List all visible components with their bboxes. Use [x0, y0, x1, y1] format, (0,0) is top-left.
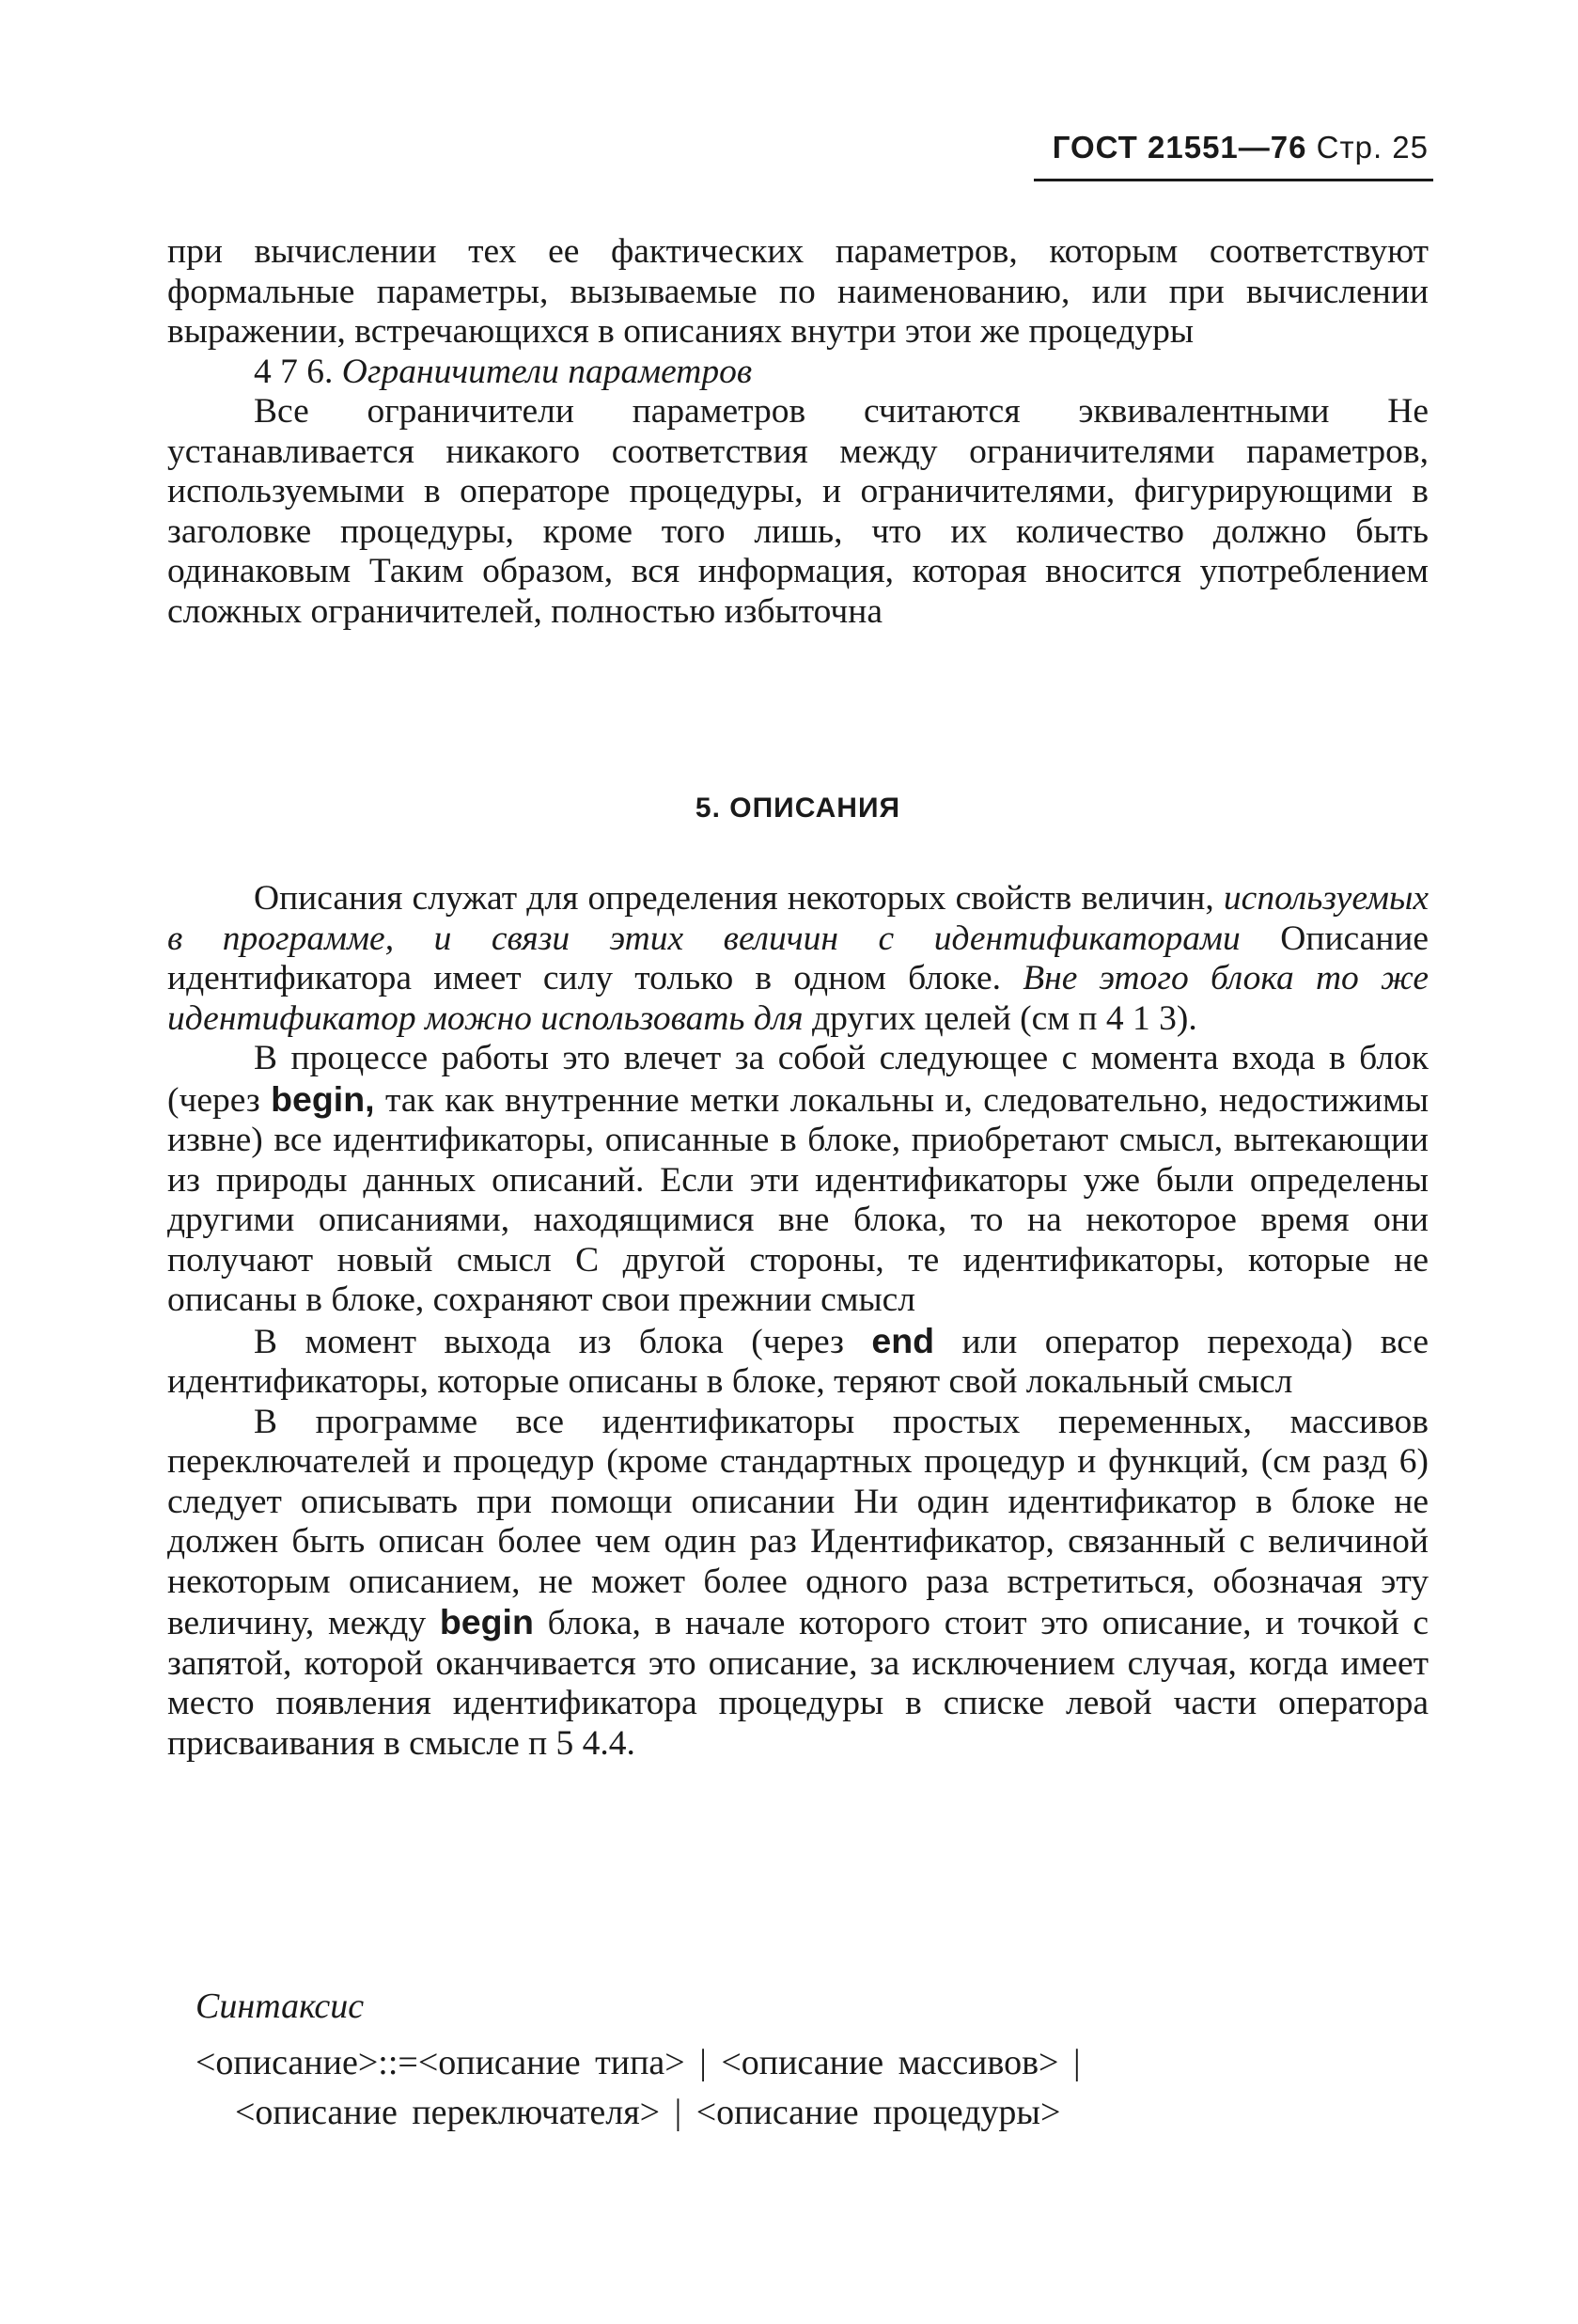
header-rule: [1034, 179, 1433, 181]
subsection-number: 4 7 6.: [254, 352, 334, 391]
subsection-title: Ограничители параметров: [341, 352, 753, 391]
syntax-rule-line-1: <описание>::=<описание типа> | <описание массивов> |: [195, 2043, 1081, 2082]
paragraph-3-text-a: В момент выхода из блока (через: [254, 1322, 844, 1361]
paragraph-1-italic: используемых в программе, и связи этих величин с идентификаторами: [167, 879, 1430, 958]
keyword-end: end: [871, 1320, 935, 1360]
paragraph-4-text-b: блока, в начале которого стоит это описание, и точкой с запятой, которой оканчивается это описание, за исключением случая, когда имеет место появления идентификатора процедуры в списке левой части оператора присваивания в смысле п 5 4.4.: [167, 1604, 1430, 1763]
paragraph-2: [167, 1039, 1429, 1321]
paragraph-4-text-a: В программе все идентификаторы простых переменных, массивов переключателей и процедур (кроме стандартных процедур и функций, (см разд 6) следует описывать при помощи описании Ни один идентификатор в блоке не должен быть описан более чем один раз Идентификатор, связанный с величиной некоторым описанием, не может более одного раза встретиться, обозначая эту величину, между: [167, 1402, 1429, 1642]
main-text-block: [167, 879, 1429, 1764]
paragraph-1-text-c: других целей (см п 4 1 3).: [812, 998, 1197, 1038]
keyword-begin-2: begin: [439, 1602, 534, 1641]
delimiters-paragraph: Все ограничители параметров считаются эквивалентными Не устанавливается никакого соответствия между ограничителями параметров, используемыми в операторе процедуры, и ограничителями, фигурирующими в заголовке процедуры, кроме того лишь, что их количество должно быть одинаковым Таким образом, вся информация, которая вносится употреблением сложных ограничителей, полностью избыточна: [167, 392, 1429, 631]
paragraph-1-text-a: Описания служат для определения некоторых свойств величин,: [254, 879, 1214, 918]
paragraph-1-text-b: Описание идентификатора имеет силу только в одном блоке.: [167, 919, 1429, 997]
paragraph-2-text-b: так как внутренние метки локальны и, следовательно, недостижимы извне) все идентификаторы, описанные в блоке, приобретают смысл, вытекающии из природы данных описаний. Если эти идентификаторы уже были определены другими описаниями, находящимися вне блока, то на некоторое время они получают новый смысл С другой стороны, те идентификаторы, которые не описаны в блоке, сохраняют свои прежнии смысл: [167, 1080, 1430, 1319]
paragraph-1-italic-2: Вне этого блока то же идентификатор можно использовать для: [167, 959, 1430, 1038]
top-text-block: [167, 232, 1429, 632]
paragraph-4: [167, 1403, 1429, 1765]
paragraph-2-text-a: В процессе работы это влечет за собой следующее с момента входа в блок (через: [167, 1039, 1429, 1120]
standard-number: ГОСТ 21551—76: [1052, 130, 1307, 165]
section-title: 5. ОПИСАНИЯ: [695, 793, 901, 824]
syntax-rule-line-2: <описание переключателя> | <описание процедуры>: [235, 2093, 1061, 2132]
keyword-begin: begin,: [271, 1078, 375, 1119]
continuation-paragraph: при вычислении тех ее фактических параметров, которым соответствуют формальные параметры, вызываемые по наименованию, или при вычислении выражении, встречающихся в описаниях внутри этои же процедуры: [167, 232, 1429, 351]
paragraph-1: [167, 879, 1429, 1039]
running-header: [1043, 130, 1429, 165]
page-number: Стр. 25: [1316, 130, 1429, 165]
subsection-heading: [167, 353, 1429, 393]
syntax-heading: Синтаксис: [195, 1986, 365, 2026]
paragraph-3: [167, 1321, 1429, 1403]
paragraph-3-text-b: или оператор перехода) все идентификаторы, которые описаны в блоке, теряют свой локальный смысл: [167, 1322, 1430, 1401]
